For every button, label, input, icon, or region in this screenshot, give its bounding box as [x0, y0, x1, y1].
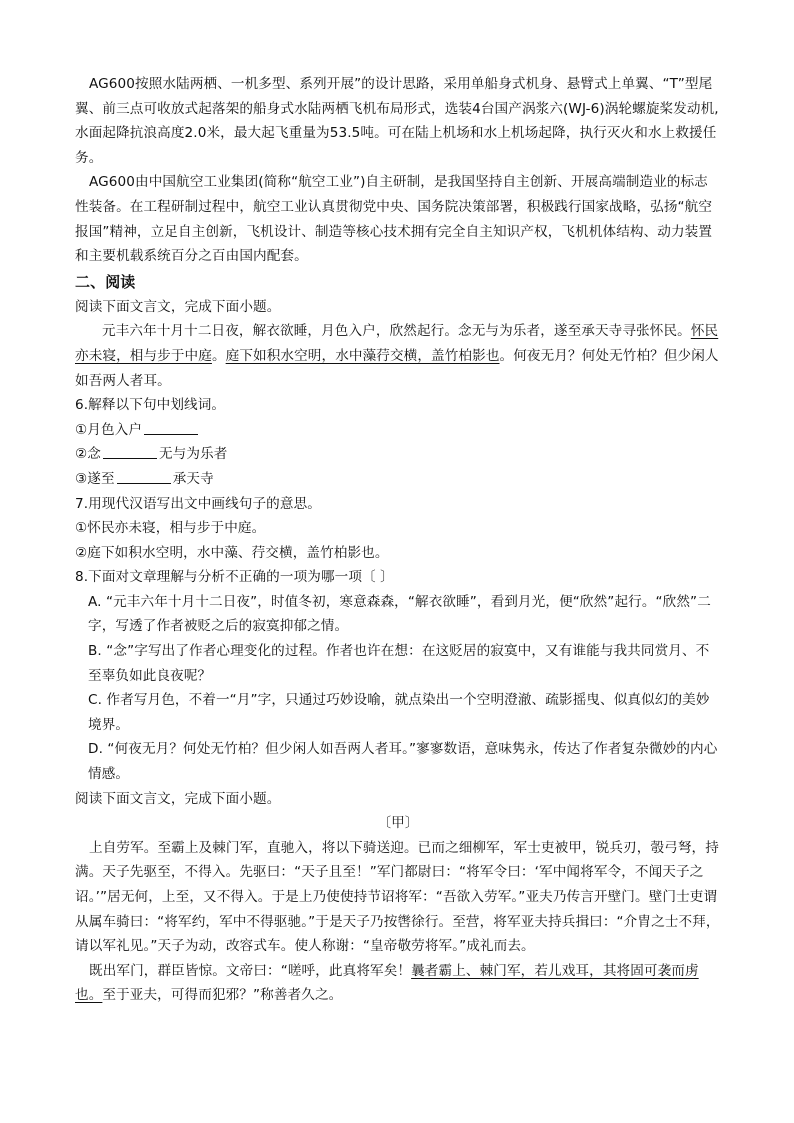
question-6-stem: 6.解释以下句中划线词。	[75, 397, 226, 414]
answer-blank[interactable]	[144, 420, 198, 435]
question-8-stem: 8.下面对文章理解与分析不正确的一项为哪一项〔 〕	[75, 569, 394, 586]
classical-passage-2-paragraph-2: 既出军门，群臣皆惊。文帝曰：“嗟呼，此真将军矣！曩者霸上、棘门军，若儿戏耳，其将固可袭而虏也。至于亚夫，可得而犯邪？”称善者久之。	[75, 962, 699, 1004]
reading-instruction-2: 阅读下面文言文，完成下面小题。	[75, 790, 281, 807]
question-6-item-1: ①月色入户	[75, 418, 721, 443]
answer-blank[interactable]	[117, 469, 171, 484]
underlined-sentence-3: 曩者霸上、棘门军，若儿戏耳，其将固可袭而虏也。	[75, 962, 699, 1004]
intro-paragraph-1: AG600按照水陆两栖、一机多型、系列开展”的设计思路，采用单船身式机身、悬臂式上单翼、“T”型尾翼、前三点可收放式起落架的船身式水陆两栖飞机布局形式，选装4台国产涡浆六(WJ-6)涡轮螺旋桨发动机,水面起降抗浪高度2.0米，最大起飞重量为53.5吨。可在陆上机场和水上机场起降，执行灭火和水上救援任务。	[75, 76, 719, 166]
underlined-sentence-2: 庭下如积水空明，水中藻荇交横，盖竹柏影也	[225, 347, 500, 364]
underlined-sentence-1: 怀民亦未寝，相与步于中庭	[75, 323, 719, 364]
intro-paragraph-2: AG600由中国航空工业集团(简称“航空工业”)自主研制，是我国坚持自主创新、开展高端制造业的标志性装备。在工程研制过程中，航空工业认真贯彻党中央、国务院决策部署，积极践行国家战略，弘扬“航空报国”精神，立足自主创新，飞机设计、制造等核心技术拥有完全自主知识产权，飞机机体结构、动力装置和主要机载系统百分之百由国内配套。	[75, 174, 713, 265]
passage-label-jia: 〔甲〕	[377, 815, 419, 832]
question-7-item-1: ①怀民亦未寝，相与步于中庭。	[75, 520, 266, 537]
question-6-item-2: ②念 无与为乐者	[75, 446, 228, 463]
section-heading: 二、阅读	[75, 272, 136, 291]
question-8-option-d: D. “何夜无月？何处无竹柏？但少闲人如吾两人者耳。”寥寥数语，意味隽永，传达了作者复杂微妙的内心情感。	[88, 741, 718, 783]
passage-1-text-c: 。何夜无月？何处无竹柏？但少闲人如吾两人者耳。	[75, 347, 719, 389]
reading-instruction-1: 阅读下面文言文，完成下面小题。	[75, 298, 281, 315]
question-6-item-3: ③遂至 承天寺	[75, 470, 214, 487]
classical-passage-1	[75, 319, 721, 393]
passage-1-text-b: 。	[211, 347, 226, 364]
question-7-stem: 7.用现代汉语写出文中画线句子的意思。	[75, 495, 321, 512]
question-8-option-c: C. 作者写月色，不着一“月”字，只通过巧妙设喻，就点染出一个空明澄澈、疏影摇曳、似真似幻的美妙境界。	[88, 692, 710, 733]
classical-passage-2-paragraph-1: 上自劳军。至霸上及棘门军，直驰入，将以下骑送迎。已而之细柳军，军士吏被甲，锐兵刃，彀弓弩，持满。天子先驱至，不得入。先驱曰：“天子且至！”军门都尉曰：“将军令曰：‘军中闻将军令，不闻天子之诏。’”居无何，上至，又不得入。于是上乃使使持节诏将军：“吾欲入劳军。”亚夫乃传言开壁门。壁门士吏谓从属车骑曰：“将军约，军中不得驱驰。”于是天子乃按辔徐行。至营，将军亚夫持兵揖曰：“介胄之士不拜，请以军礼见。”天子为动，改容式车。使人称谢：“皇帝敬劳将军。”成礼而去。	[75, 839, 720, 955]
answer-blank[interactable]	[103, 444, 157, 459]
document-content	[75, 72, 721, 1008]
question-8-option-a: A. “元丰六年十月十二日夜”，时值冬初，寒意森森，“解衣欲睡”，看到月光，便“欣然”起行。“欣然”二字，写透了作者被贬之后的寂寞抑郁之情。	[88, 593, 711, 635]
question-7-item-2: ②庭下如积水空明，水中藻、荇交横，盖竹柏影也。	[75, 544, 389, 561]
passage-1-text-a: 元丰六年十月十二日夜，解衣欲睡，月色入户，欣然起行。念无与为乐者，遂至承天寺寻张怀民。	[102, 323, 691, 340]
question-8-option-b: B. “念”字写出了作者心理变化的过程。作者也许在想：在这贬居的寂寞中，又有谁能与我共同赏月、不至辜负如此良夜呢？	[88, 643, 710, 684]
